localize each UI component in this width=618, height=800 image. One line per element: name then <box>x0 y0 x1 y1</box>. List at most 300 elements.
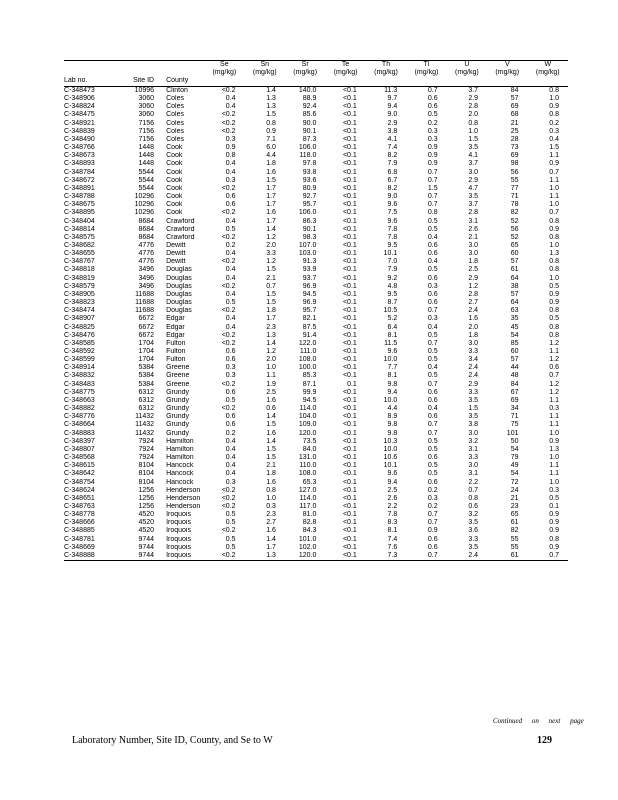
value-cell: 2.3 <box>266 511 276 519</box>
value-cell: 73 <box>510 144 519 152</box>
value-cell: 60 <box>510 348 519 355</box>
value-cell: 91.3 <box>302 258 317 266</box>
value-cell: 69 <box>510 152 519 160</box>
value-cell: 72 <box>510 478 519 486</box>
table-row <box>64 356 568 364</box>
value-cell: 2.6 <box>468 225 479 233</box>
county-cell: Cook <box>166 152 183 160</box>
county-cell: Coles <box>166 119 184 127</box>
county-cell: Iroquois <box>166 543 191 551</box>
value-cell: 0.5 <box>427 266 438 274</box>
site-id-cell: 6672 <box>138 315 155 323</box>
value-cell: 10.5 <box>383 307 398 315</box>
value-cell: 107.0 <box>298 241 317 249</box>
value-cell: 6.8 <box>387 168 398 176</box>
value-cell: 1.5 <box>266 266 276 274</box>
county-cell: Douglas <box>166 274 192 282</box>
value-cell: 25 <box>510 127 519 135</box>
value-cell: 69 <box>510 103 519 111</box>
value-cell: <0.1 <box>342 201 357 209</box>
table-row <box>64 169 568 177</box>
county-cell: Iroquois <box>166 527 191 535</box>
site-id-cell: 10296 <box>134 193 155 201</box>
value-cell: <0.1 <box>342 233 357 241</box>
value-cell: 1.6 <box>266 396 276 404</box>
site-id-cell: 11432 <box>135 413 155 421</box>
table-row <box>64 421 568 429</box>
table-row <box>64 340 568 348</box>
site-id-cell: 3496 <box>138 282 155 290</box>
value-cell: 9.5 <box>387 290 398 298</box>
value-cell: 81.0 <box>302 511 317 519</box>
value-cell: <0.1 <box>342 225 357 233</box>
county-cell: Coles <box>166 95 184 103</box>
value-cell: 86.3 <box>302 217 317 225</box>
value-cell: 118.0 <box>299 152 317 160</box>
lab-number-cell: C-348483 <box>64 380 95 388</box>
value-cell: 131.0 <box>298 454 317 462</box>
county-cell: Coles <box>166 135 184 143</box>
lab-number-cell: C-348891 <box>64 184 95 192</box>
value-cell: 1.8 <box>266 470 276 478</box>
county-cell: Cook <box>166 176 183 184</box>
value-cell: 7.9 <box>387 160 398 168</box>
value-cell: 114.0 <box>299 405 317 413</box>
value-cell: 7.6 <box>387 543 398 551</box>
value-cell: 1.1 <box>549 176 559 184</box>
value-cell: 79 <box>510 454 519 462</box>
value-cell: 2.9 <box>468 95 479 103</box>
site-id-cell: 1704 <box>138 356 155 364</box>
site-id-cell: 8684 <box>138 225 155 233</box>
value-cell: 95.7 <box>302 201 317 209</box>
value-cell: <0.1 <box>342 478 357 486</box>
value-cell: 3.8 <box>468 421 479 429</box>
value-cell: 9.4 <box>387 478 398 486</box>
value-cell: 8.9 <box>387 413 398 421</box>
value-cell: <0.2 <box>221 282 236 290</box>
value-cell: 0.8 <box>225 152 236 160</box>
value-cell: 65.3 <box>302 478 317 486</box>
value-cell: 38 <box>510 282 519 290</box>
value-cell: 1.5 <box>549 144 559 152</box>
value-cell: 0.4 <box>225 274 236 282</box>
value-cell: 6.7 <box>387 176 398 184</box>
value-cell: 0.2 <box>225 241 236 249</box>
value-cell: 106.0 <box>298 144 317 152</box>
site-id-cell: 9744 <box>138 535 155 543</box>
site-id-cell: 9744 <box>138 543 155 551</box>
value-cell: 0.7 <box>549 209 559 217</box>
column-header-labels-7 <box>366 77 406 87</box>
value-cell: 1.7 <box>266 193 276 201</box>
lab-number-cell: C-348888 <box>64 552 120 561</box>
value-cell: 1.5 <box>468 405 479 413</box>
value-cell: 3.2 <box>468 437 479 445</box>
value-cell: 8.3 <box>387 519 398 527</box>
value-cell: 0.7 <box>427 168 438 176</box>
lab-number-cell: C-348895 <box>64 209 95 217</box>
value-cell: 0.4 <box>225 290 236 298</box>
value-cell: 1.5 <box>427 184 438 192</box>
column-header-elements-8: Tl <box>406 61 446 70</box>
site-id-cell: 3060 <box>138 111 155 119</box>
value-cell: 8.1 <box>387 527 398 535</box>
site-id-cell: 6312 <box>138 388 155 396</box>
value-cell: 90.0 <box>302 119 317 127</box>
value-cell: 0.9 <box>427 527 438 535</box>
site-id-cell: 7156 <box>138 127 155 135</box>
value-cell: 3.7 <box>468 160 479 168</box>
value-cell: 56 <box>510 225 519 233</box>
value-cell: 0.7 <box>427 380 438 388</box>
table-row <box>64 413 568 421</box>
lab-number-cell: C-348682 <box>64 241 95 249</box>
value-cell: 1.0 <box>266 494 276 502</box>
lab-number-cell: C-348825 <box>64 323 95 331</box>
site-id-cell: 7156 <box>138 119 155 127</box>
column-header-units-7: (mg/kg) <box>374 69 398 76</box>
value-cell: 63 <box>510 307 519 315</box>
value-cell: 0.9 <box>266 127 276 135</box>
value-cell: 0.5 <box>225 543 236 551</box>
site-id-cell: 4520 <box>138 511 155 519</box>
value-cell: 0.8 <box>468 119 479 127</box>
value-cell: 2.4 <box>447 552 487 561</box>
county-cell: Cook <box>166 168 183 176</box>
value-cell: 3.5 <box>468 144 479 152</box>
lab-number-cell: C-348666 <box>64 519 95 527</box>
table-row <box>64 487 568 495</box>
lab-number-cell: C-348775 <box>64 388 95 396</box>
county-cell: Grundy <box>166 388 190 396</box>
value-cell: 9.6 <box>387 217 398 225</box>
value-cell: 2.1 <box>468 233 479 241</box>
county-cell: Henderson <box>166 486 201 494</box>
value-cell: 0.4 <box>225 95 236 103</box>
site-id-cell: 6312 <box>138 405 155 413</box>
lab-number-cell: C-348905 <box>64 290 95 298</box>
value-cell: <0.2 <box>221 119 236 127</box>
county-cell: Dewitt <box>166 258 186 266</box>
value-cell: 96.9 <box>302 282 317 290</box>
value-cell: 28 <box>510 135 519 143</box>
county-cell: Greene <box>166 372 190 380</box>
value-cell: 0.6 <box>225 421 236 429</box>
value-cell: 3.3 <box>468 454 479 462</box>
value-cell: 55 <box>510 176 519 184</box>
value-cell: 0.4 <box>549 135 559 143</box>
value-cell: 2.1 <box>266 274 276 282</box>
value-cell: 0.5 <box>427 331 438 339</box>
value-cell: 0.9 <box>427 144 438 152</box>
value-cell: 1.1 <box>266 372 276 380</box>
value-cell: 10.1 <box>383 462 398 470</box>
value-cell: 7.0 <box>387 258 398 266</box>
value-cell: 61 <box>510 266 519 274</box>
value-cell: 1.7 <box>266 217 276 225</box>
county-cell: Cook <box>166 144 183 152</box>
value-cell: 67 <box>510 388 519 396</box>
value-cell: 4.4 <box>387 405 398 413</box>
site-id-cell: 5384 <box>138 364 155 372</box>
county-cell: Hancock <box>166 462 194 470</box>
value-cell: <0.2 <box>221 111 236 119</box>
site-id-cell: 10296 <box>134 201 155 209</box>
value-cell: 0.9 <box>549 543 559 551</box>
value-cell: 7.8 <box>387 225 398 233</box>
value-cell: 3.2 <box>468 511 479 519</box>
value-cell: 5.2 <box>387 315 398 323</box>
value-cell: <0.1 <box>342 356 357 364</box>
value-cell: <0.2 <box>221 87 236 94</box>
value-cell: 0.9 <box>549 519 559 527</box>
value-cell: 9.5 <box>387 241 398 249</box>
column-header-units-2 <box>160 69 204 77</box>
value-cell: 0.7 <box>427 339 438 347</box>
column-header-elements-7: Th <box>366 61 406 70</box>
value-cell: 1.0 <box>549 95 559 103</box>
value-cell: 3.5 <box>468 396 479 404</box>
value-cell: 0.5 <box>427 217 438 225</box>
value-cell: 2.5 <box>266 388 276 396</box>
value-cell: <0.1 <box>342 111 357 119</box>
value-cell: 84.3 <box>302 527 317 535</box>
site-id-cell: 1704 <box>138 348 155 355</box>
value-cell: 1.0 <box>549 184 559 192</box>
value-cell: 3.1 <box>468 470 479 478</box>
county-cell: Crawford <box>166 233 195 241</box>
value-cell: 3.3 <box>266 250 276 258</box>
value-cell: 92.4 <box>302 103 317 111</box>
value-cell: 85.6 <box>302 111 317 119</box>
lab-number-cell: C-348599 <box>64 356 95 364</box>
value-cell: 0.6 <box>468 502 479 510</box>
value-cell: 78 <box>510 201 519 209</box>
value-cell: 0.4 <box>427 258 438 266</box>
table-row <box>64 218 568 226</box>
value-cell: 2.4 <box>468 364 479 372</box>
value-cell: 1.6 <box>266 209 276 217</box>
lab-number-cell: C-348669 <box>64 543 95 551</box>
table-row <box>64 527 568 535</box>
value-cell: <0.2 <box>221 494 236 502</box>
value-cell: 6.0 <box>266 144 276 152</box>
value-cell: 10.0 <box>383 396 398 404</box>
value-cell: <0.1 <box>342 127 357 135</box>
lab-number-cell: C-348893 <box>64 160 95 168</box>
value-cell: 1.2 <box>266 233 276 241</box>
value-cell: <0.1 <box>342 511 357 519</box>
site-id-cell: 3496 <box>138 266 155 274</box>
county-cell: Edgar <box>166 323 185 331</box>
value-cell: 0.4 <box>225 470 236 478</box>
value-cell: 0.4 <box>427 323 438 331</box>
site-id-cell: 5544 <box>138 184 155 192</box>
county-cell: Cook <box>166 193 183 201</box>
value-cell: 120.0 <box>298 429 317 437</box>
column-header-labels-1: Site ID <box>120 77 160 87</box>
value-cell: 1.5 <box>266 111 276 119</box>
value-cell: 1.5 <box>266 454 276 462</box>
table-row <box>64 495 568 503</box>
value-cell: 49 <box>510 462 519 470</box>
column-header-units-8: (mg/kg) <box>414 69 439 76</box>
value-cell: 4.8 <box>387 282 398 290</box>
value-cell: 0.7 <box>266 282 276 290</box>
value-cell: 7.3 <box>366 552 406 561</box>
table-row <box>64 128 568 136</box>
value-cell: 0.6 <box>427 543 438 551</box>
value-cell: 55 <box>510 535 519 543</box>
value-cell: 0.6 <box>225 356 236 364</box>
value-cell: 0.9 <box>549 511 559 519</box>
value-cell: 111.0 <box>299 348 317 355</box>
value-cell: <0.1 <box>342 209 357 217</box>
value-cell: 0.3 <box>549 486 559 494</box>
value-cell: 3.4 <box>468 356 479 364</box>
value-cell: 0.4 <box>225 323 236 331</box>
value-cell: <0.1 <box>342 119 357 127</box>
site-id-cell: 8684 <box>138 217 155 225</box>
value-cell: 1.4 <box>266 225 276 233</box>
value-cell: <0.1 <box>342 405 357 413</box>
county-cell: Iroquois <box>166 535 191 543</box>
value-cell: 9.6 <box>387 470 398 478</box>
value-cell: 2.9 <box>468 176 479 184</box>
value-cell: 0.3 <box>225 176 236 184</box>
value-cell: <0.2 <box>221 233 236 241</box>
value-cell: 109.0 <box>298 421 317 429</box>
table-row <box>64 242 568 250</box>
value-cell: 1.6 <box>266 168 276 176</box>
value-cell: 0.4 <box>225 160 236 168</box>
value-cell: <0.1 <box>342 454 357 462</box>
value-cell: <0.2 <box>221 307 236 315</box>
value-cell: 92.7 <box>302 193 317 201</box>
value-cell: 0.6 <box>427 388 438 396</box>
value-cell: 1.6 <box>468 315 479 323</box>
lab-number-cell: C-348778 <box>64 511 95 519</box>
value-cell: 0.4 <box>427 405 438 413</box>
value-cell: <0.1 <box>342 437 357 445</box>
value-cell: 1.1 <box>549 396 559 404</box>
value-cell: 84.0 <box>302 445 317 453</box>
site-id-cell: 3060 <box>138 95 155 103</box>
value-cell: <0.1 <box>325 552 365 561</box>
value-cell: 3.5 <box>468 413 479 421</box>
lab-number-cell: C-348585 <box>64 339 95 347</box>
lab-number-cell: C-348781 <box>64 535 95 543</box>
site-id-cell: 6672 <box>138 331 155 339</box>
column-header-labels-4 <box>245 77 285 87</box>
value-cell: 1.4 <box>266 535 276 543</box>
value-cell: 0.7 <box>549 372 559 380</box>
value-cell: 0.9 <box>549 290 559 298</box>
value-cell: 94.5 <box>302 290 317 298</box>
value-cell: 24 <box>510 486 519 494</box>
county-cell: Grundy <box>166 413 190 421</box>
value-cell: 7.8 <box>387 511 398 519</box>
value-cell: 9.8 <box>387 421 398 429</box>
value-cell: 1.0 <box>549 454 559 462</box>
value-cell: 0.4 <box>225 315 236 323</box>
lab-number-cell: C-348839 <box>64 127 95 135</box>
table-row <box>64 389 568 397</box>
value-cell: 0.8 <box>549 217 559 225</box>
value-cell: 52 <box>510 217 519 225</box>
value-cell: 0.1 <box>347 380 357 388</box>
value-cell: 88.9 <box>302 95 317 103</box>
value-cell: 3.5 <box>468 519 479 527</box>
value-cell: 122.0 <box>298 339 317 347</box>
column-header-labels-3 <box>204 77 244 87</box>
value-cell: 2.0 <box>266 241 276 249</box>
value-cell: 0.8 <box>549 307 559 315</box>
value-cell: 54 <box>510 331 519 339</box>
table-row <box>64 177 568 185</box>
site-id-cell: 5384 <box>138 372 155 380</box>
value-cell: 52 <box>510 233 519 241</box>
value-cell: 1.3 <box>549 250 559 258</box>
column-header-labels-11 <box>527 77 568 87</box>
site-id-cell: 1256 <box>138 502 155 510</box>
value-cell: 10.6 <box>383 454 398 462</box>
value-cell: <0.1 <box>342 87 357 94</box>
value-cell: 10.0 <box>383 445 398 453</box>
table-row <box>64 291 568 299</box>
value-cell: 90.1 <box>302 127 317 135</box>
value-cell: 0.2 <box>427 502 438 510</box>
value-cell: 0.7 <box>427 519 438 527</box>
value-cell: 6.4 <box>387 323 398 331</box>
county-cell: Greene <box>166 364 190 372</box>
table-row <box>64 446 568 454</box>
value-cell: <0.1 <box>342 527 357 535</box>
value-cell: 0.6 <box>549 364 559 372</box>
value-cell: 2.5 <box>468 266 479 274</box>
lab-number-cell: C-348642 <box>64 470 95 478</box>
value-cell: 0.3 <box>427 135 438 143</box>
value-cell: 0.2 <box>225 429 236 437</box>
value-cell: 114.0 <box>299 494 317 502</box>
value-cell: 0.6 <box>427 103 438 111</box>
value-cell: 1.0 <box>266 364 276 372</box>
value-cell: 0.9 <box>549 160 559 168</box>
lab-number-cell: C-348404 <box>64 217 95 225</box>
lab-number-cell: C-348624 <box>64 486 95 494</box>
value-cell: 0.3 <box>427 315 438 323</box>
value-cell: 0.9 <box>427 160 438 168</box>
value-cell: 0.5 <box>427 225 438 233</box>
table-row <box>64 381 568 389</box>
value-cell: 0.7 <box>427 201 438 209</box>
value-cell: <0.1 <box>342 266 357 274</box>
county-cell: Hamilton <box>166 437 194 445</box>
data-table-container <box>64 60 568 561</box>
value-cell: 3.3 <box>468 388 479 396</box>
value-cell: 7.5 <box>387 209 398 217</box>
value-cell: <0.1 <box>342 258 357 266</box>
lab-number-cell: C-348663 <box>64 396 95 404</box>
table-row <box>64 136 568 144</box>
value-cell: 0.6 <box>427 95 438 103</box>
value-cell: 1.4 <box>266 339 276 347</box>
value-cell: <0.1 <box>342 103 357 111</box>
value-cell: 71 <box>510 413 519 421</box>
value-cell: 2.4 <box>468 372 479 380</box>
value-cell: 3.5 <box>468 543 479 551</box>
